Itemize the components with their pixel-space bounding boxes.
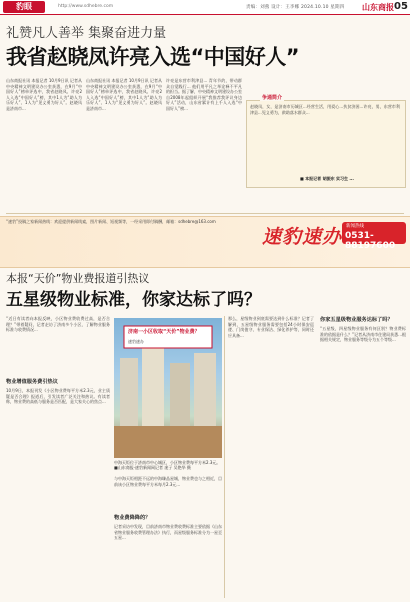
profile-title: 争通简介 xyxy=(262,95,283,101)
site-url[interactable]: http://www.sdhebre.com xyxy=(58,4,114,9)
banner-slogan: 速豹速办 xyxy=(262,226,343,248)
story2-col1: 10月9日，本报刊发《小区物业费每平方米2.3元，业主质疑是否合理》报道后，引发读者广泛关注和热议。有读者称，物业费的高低与服务是否匹配，是大家关心的焦点... xyxy=(6,388,110,405)
section-logo: 豹眼 xyxy=(3,1,45,13)
photo-sign: 济南一小区收取“天价”物业费？ xyxy=(128,329,200,335)
page-meta: 责编：刘燕 设计：王李娜 2024.10.10 星期四 xyxy=(246,5,345,10)
story2-col3: 记者采访中发现，目前济南市物业费收费标准主要依据《山东省物业服务收费管理办法》执行，而星级服务标准分为一星至五星... xyxy=(114,524,222,541)
story1-col1b: 山东商报社讯 本报记者 10月9日讯 记者从中央精神文明建设办公室获悉，在9月“中国好人”榜单评选中，我省赵晓凤、许亮2人入选“中国好人”榜，其中1人为“助人为乐好人”、1人为“见义勇为好人”。赵晓凤是济南市... xyxy=(86,78,162,111)
story1-kicker: 礼赞凡人善举 集聚奋进力量 xyxy=(6,26,167,41)
photo-sign-brand: 速豹速办 xyxy=(128,339,144,344)
residential-photo xyxy=(114,318,222,458)
story2-subhead-1: 物业增值服务费引热议 xyxy=(6,379,58,385)
column-divider xyxy=(224,316,225,598)
hotline-label: 新闻热线 xyxy=(346,224,364,229)
story2-subhead-3: 你家五星级物业服务达标了吗？ xyxy=(320,317,393,323)
story1-col2: 许亮是东营市利津县... 青年节约，带动群众自觉践行... 他们用平凡之举诠释不平凡的担当。据了解，中央精神文明建设办公室自2008年起组织开展“我推荐我评议身边好人”活动，山东省累计有上千人入选“中国好人”榜... xyxy=(166,78,242,111)
page-header xyxy=(0,0,410,15)
story2-col2: 与中海天钜相距不远的中海臻品星城，物业费也与之相近，目前该小区物业费每平方米每月2.3元... xyxy=(114,476,222,487)
hotline-box xyxy=(342,222,406,251)
story2-kicker: 本报“天价”物业费报道引热议 xyxy=(6,272,150,285)
story1-col1: 山东商报社讯 本报记者 10月9日讯 记者从中央精神文明建设办公室获悉，在9月“中国好人”榜单评选中，我省赵晓凤、许亮2人入选“中国好人”榜，其中1人为“助人为乐好人”、1人为“见义勇为好人”。赵晓凤是济南市... xyxy=(6,78,82,111)
story2-lead: “近日有读者向本报反映，小区物业费收费过高，是否合理？”带着疑问，记者走访了济南多个小区，了解物业服务标准与收费情况... xyxy=(6,316,110,333)
photo-caption: 中海天钜位于济南市中心城区，小区物业费每平方米2.3元。■山东商报·速豹新闻网记者 庞子 吴艳华 摄 xyxy=(114,460,221,470)
hotline-banner xyxy=(0,216,410,266)
story2-subhead-2: 物业费降降的？ xyxy=(114,515,151,521)
story1-author: ■ 本报记者 胡振东 实习生 ... xyxy=(300,176,354,181)
section-divider xyxy=(6,213,404,214)
story2-col4: 那么，星级物业到底需要达到什么标准？记者了解到，五星级物业服务需要包括24小时保安巡逻、门岗值守、专业保洁、绿化养护等，同时还应具备... xyxy=(228,316,314,338)
brand-name: 山东商报 xyxy=(362,3,394,12)
story2-col5: “五星级，四星级物业服务有何区别？物业费标准的依据是什么？”记者从济南市住建局获悉...根据相关规定，物业服务等级分为五个等级... xyxy=(320,326,406,343)
profile-body: 赵晓凤，女，是济南市历城区...经营生活，用爱心...扶贫济困...许亮，男，东营市利津县...见义勇为，救助落水群众... xyxy=(250,104,400,115)
banner-text: “速豹”投稿之家新闻热线：欢迎提供新闻线索，图片新闻、短视频等，一经采用即付稿酬，邮箱：sdhebre@163.com xyxy=(6,219,216,224)
page-number: 05 xyxy=(394,1,408,12)
story2-headline: 五星级物业标准，你家达标了吗？ xyxy=(6,290,261,310)
story1-headline: 我省赵晓凤许亮入选“中国好人” xyxy=(6,45,300,69)
hotline-number[interactable]: 0531-88197600 xyxy=(345,231,396,251)
